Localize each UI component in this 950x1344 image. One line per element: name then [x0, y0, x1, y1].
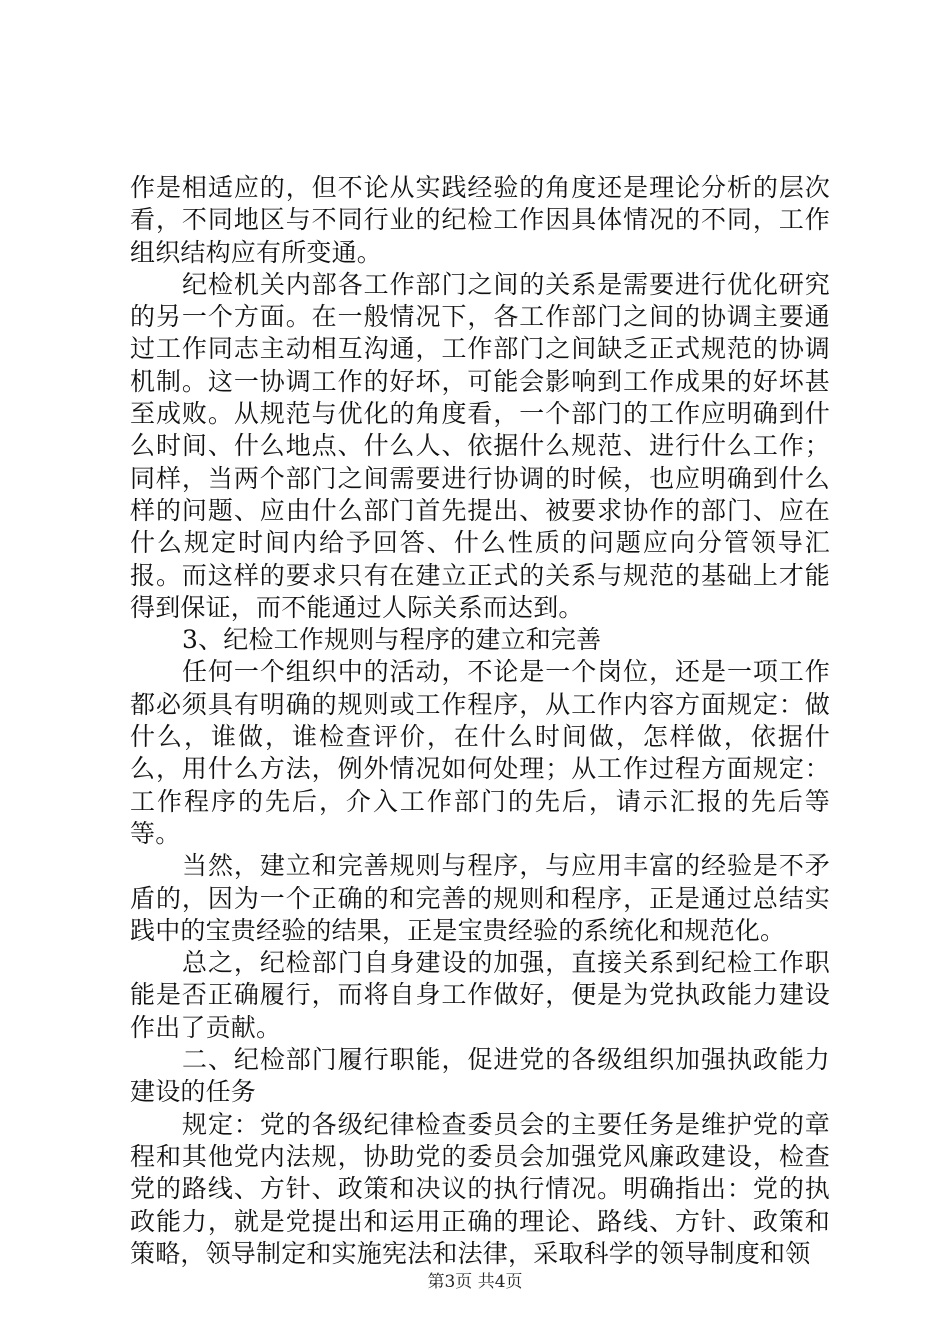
paragraph: 当然，建立和完善规则与程序，与应用丰富的经验是不矛盾的，因为一个正确的和完善的规则和程序，正是通过总结实践中的宝贵经验的结果，正是宝贵经验的系统化和规范化。 — [130, 851, 830, 945]
paragraph: 规定：党的各级纪律检查委员会的主要任务是维护党的章程和其他党内法规，协助党的委员会加强党风廉政建设，检查党的路线、方针、政策和决议的执行情况。明确指出：党的执政能力，就是党提出和运用正确的理论、路线、方针、政策和策略，领导制定和实施宪法和法律，采取科学的领导制度和领 — [130, 1109, 830, 1268]
section-heading: 3、纪检工作规则与程序的建立和完善 — [182, 625, 602, 655]
document-body — [130, 172, 830, 1270]
section-heading: 二、纪检部门履行职能，促进党的各级组织加强执政能力建设的任务 — [130, 1045, 830, 1107]
page-number-footer: 第3页 共4页 — [427, 1272, 523, 1292]
paragraph: 总之，纪检部门自身建设的加强，直接关系到纪检工作职能是否正确履行，而将自身工作做好，便是为党执政能力建设作出了贡献。 — [130, 948, 830, 1042]
paragraph: 纪检机关内部各工作部门之间的关系是需要进行优化研究的另一个方面。在一般情况下，各工作部门之间的协调主要通过工作同志主动相互沟通，工作部门之间缺乏正式规范的协调机制。这一协调工作的好坏，可能会影响到工作成果的好坏甚至成败。从规范与优化的角度看，一个部门的工作应明确到什么时间、什么地点、什么人、依据什么规范、进行什么工作；同样，当两个部门之间需要进行协调的时候，也应明确到什么样的问题、应由什么部门首先提出、被要求协作的部门、应在什么规定时间内给予回答、什么性质的问题应向分管领导汇报。而这样的要求只有在建立正式的关系与规范的基础上才能得到保证，而不能通过人际关系而达到。 — [130, 269, 830, 622]
paragraph: 作是相适应的，但不论从实践经验的角度还是理论分析的层次看，不同地区与不同行业的纪检工作因具体情况的不同，工作组织结构应有所变通。 — [130, 173, 830, 267]
paragraph: 任何一个组织中的活动，不论是一个岗位，还是一项工作都必须具有明确的规则或工作程序，从工作内容方面规定：做什么，谁做，谁检查评价，在什么时间做，怎样做，依据什么，用什么方法，例外情况如何处理；从工作过程方面规定：工作程序的先后，介入工作部门的先后，请示汇报的先后等等。 — [130, 657, 830, 848]
